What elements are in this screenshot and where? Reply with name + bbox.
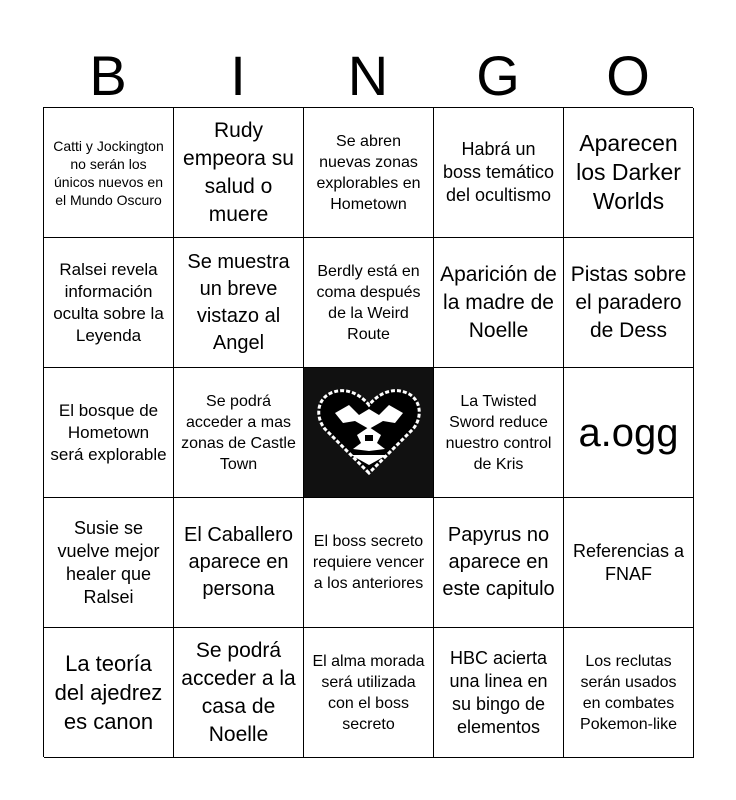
bingo-cell[interactable] [174,368,304,498]
bingo-cell[interactable] [44,498,174,628]
bingo-cell[interactable] [44,628,174,758]
bingo-cell[interactable] [564,498,694,628]
cell-text: HBC acierta una linea en su bingo de elementos [449,647,548,737]
cell-text: El alma morada será utilizada con el boss secreto [312,652,425,733]
bingo-cell[interactable] [434,238,564,368]
cell-text: La Twisted Sword reduce nuestro control de Kris [445,392,552,473]
cell-text: Catti y Jockington no serán los únicos nuevos en el Mundo Oscuro [53,137,164,208]
bingo-cell[interactable] [304,628,434,758]
bingo-cell[interactable] [434,368,564,498]
bingo-cell[interactable] [174,498,304,628]
bingo-cell[interactable] [564,368,694,498]
header-letter-n: N [347,44,389,107]
bingo-cell[interactable] [44,368,174,498]
cell-text: Los reclutas serán usados en combates Pokemon-like [580,652,677,733]
bingo-cell[interactable] [174,628,304,758]
cell-text: Se podrá acceder a la casa de Noelle [181,638,296,746]
cell-text: Berdly está en coma después de la Weird Route [316,262,421,343]
cell-text: El Caballero aparece en persona [184,524,293,600]
bingo-cell[interactable] [44,238,174,368]
cell-text: Se muestra un breve vistazo al Angel [187,250,290,354]
bingo-cell[interactable] [304,238,434,368]
bingo-cell[interactable] [304,108,434,238]
bingo-cell[interactable] [174,238,304,368]
cell-text: Susie se vuelve mejor healer que Ralsei [57,517,160,607]
bingo-cell[interactable] [434,108,564,238]
cell-text: Se abren nuevas zonas explorables en Hometown [316,132,421,213]
cell-text: La teoría del ajedrez es canon [54,651,163,734]
cell-text: Habrá un boss temático del ocultismo [442,139,555,205]
header-letter-o: O [606,44,650,107]
bingo-cell[interactable] [174,108,304,238]
cell-text: Pistas sobre el paradero de Dess [570,262,687,342]
cell-text: Rudy empeora su salud o muere [183,118,294,226]
cell-text: El boss secreto requiere vencer a los anteriores [312,533,425,592]
bingo-header [43,44,693,108]
header-letter-b: B [89,44,127,107]
delta-rune-heart-icon [305,369,433,497]
bingo-cell[interactable] [304,498,434,628]
cell-text: El bosque de Hometown será explorable [50,400,167,464]
free-space[interactable] [304,368,434,498]
bingo-cell[interactable] [564,108,694,238]
cell-text: Se podrá acceder a mas zonas de Castle Town [181,392,296,473]
cell-text: Aparecen los Darker Worlds [576,130,681,214]
cell-text: a.ogg [578,410,679,455]
bingo-cell[interactable] [434,498,564,628]
header-letter-g: G [476,44,520,107]
header-letter-i: I [230,44,246,107]
bingo-board [43,107,693,757]
bingo-cell[interactable] [564,238,694,368]
bingo-cell[interactable] [44,108,174,238]
cell-text: Aparición de la madre de Noelle [440,262,557,342]
cell-text: Referencias a FNAF [572,540,685,584]
bingo-cell[interactable] [564,628,694,758]
cell-text: Ralsei revela información oculta sobre la Leyenda [53,259,164,345]
bingo-cell[interactable] [434,628,564,758]
cell-text: Papyrus no aparece en este capitulo [442,524,555,600]
